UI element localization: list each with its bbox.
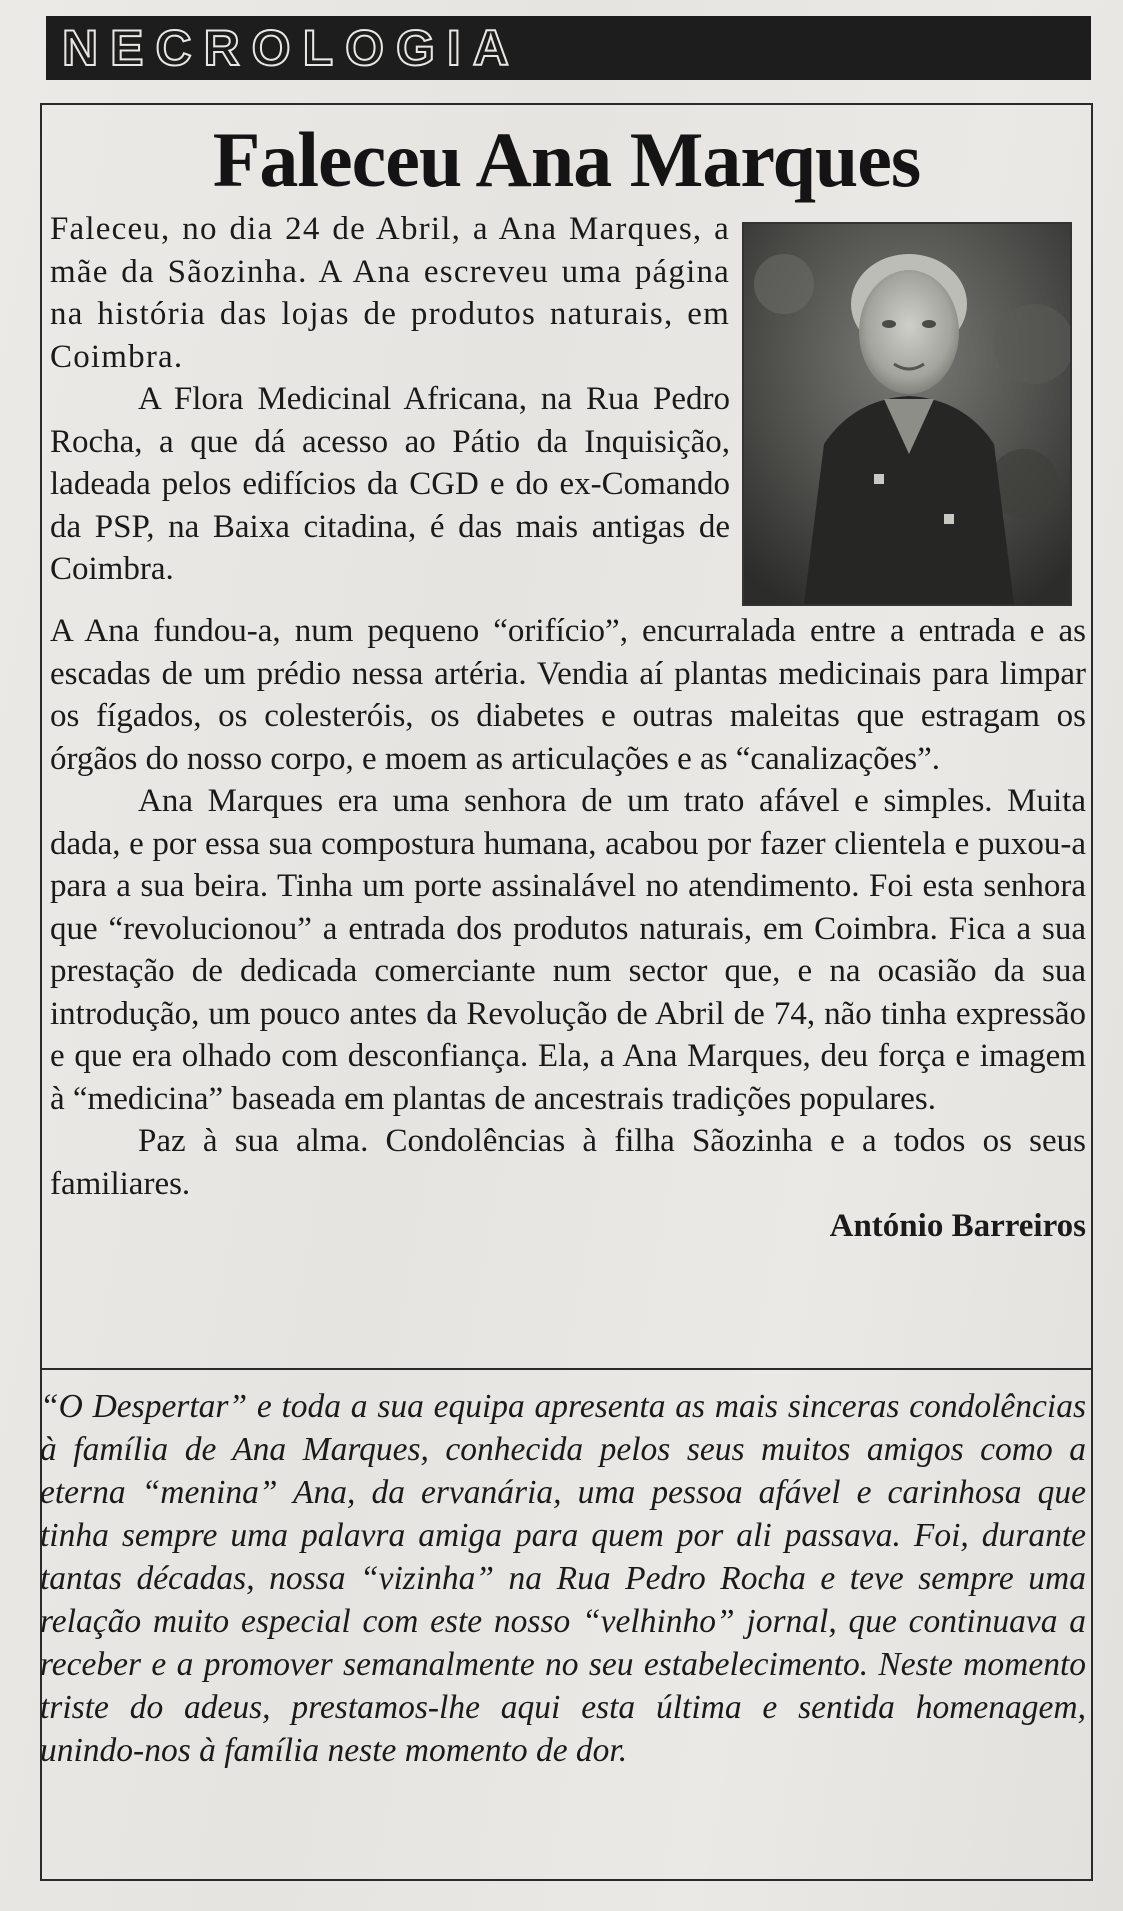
article-intro-column [50, 208, 730, 591]
newspaper-tribute: “O Despertar” e toda a sua equipa apresenta as mais sinceras condolências à família de Ana Marques, conhecida pelos seus muitos amigos como a eterna “menina” Ana, da ervanária, uma pessoa afável e carinhosa que tinha sempre uma palavra amiga para quem por ali passava. Foi, durante tantas décadas, nossa “vizinha” na Rua Pedro Rocha e teve sempre uma relação muito especial com este nosso “velhinho” jornal, que continuava a receber e a promover semanalmente no seu estabelecimento. Neste momento triste do adeus, prestamos-lhe aqui esta última e sentida homenagem, unindo-nos à família neste momento de dor. [40, 1388, 1086, 1769]
article-headline: Faleceu Ana Marques [212, 116, 921, 203]
article-author: António Barreiros [829, 1208, 1086, 1244]
article-paragraph: Ana Marques era uma senhora de um trato afável e simples. Muita dada, e por essa sua compostura humana, acabou por fazer clientela e puxou-a para a sua beira. Tinha um porte assinalável no atendimento. Foi esta senhora que “revolucionou” a entrada dos produtos naturais, em Coimbra. Fica a sua prestação de dedicada comerciante num sector que, e na ocasião da sua introdução, um pouco antes da Revolução de Abril de 74, não tinha expressão e que era olhado com desconfiança. Ela, a Ana Marques, deu força e imagem à “medicina” baseada em plantas de ancestrais tradições populares. [50, 783, 1086, 1117]
article-paragraph: A Flora Medicinal Africana, na Rua Pedro Rocha, a que dá acesso ao Pátio da Inquisição, ladeada pelos edifícios da CGD e do ex-Comando da PSP, na Baixa citadina, é das mais antigas de Coimbra. [50, 381, 730, 587]
article-paragraph: A Ana fundou-a, num pequeno “orifício”, encurralada entre a entrada e as escadas de um prédio nessa artéria. Vendia aí plantas medicinais para limpar os fígados, os colesteróis, os diabetes e outras maleitas que estragam os órgãos do nosso corpo, e moem as articulações e as “canalizações”. [50, 613, 1086, 777]
portrait-photo [742, 222, 1072, 606]
article-paragraph: Faleceu, no dia 24 de Abril, a Ana Marques, a mãe da Sãozinha. A Ana escreveu uma página na história das lojas de produtos naturais, em Coimbra. [50, 211, 730, 375]
article-body [50, 610, 1086, 1248]
section-title: NECROLOGIA [62, 20, 521, 76]
section-divider [42, 1368, 1091, 1370]
signature-line [50, 1205, 1086, 1248]
article-paragraph [50, 1120, 1086, 1205]
closing-text: Paz à sua alma. Condolências à filha Sãozinha e a todos os seus familiares. [50, 1123, 1086, 1202]
portrait-image [744, 224, 1070, 604]
section-banner [46, 16, 1091, 80]
